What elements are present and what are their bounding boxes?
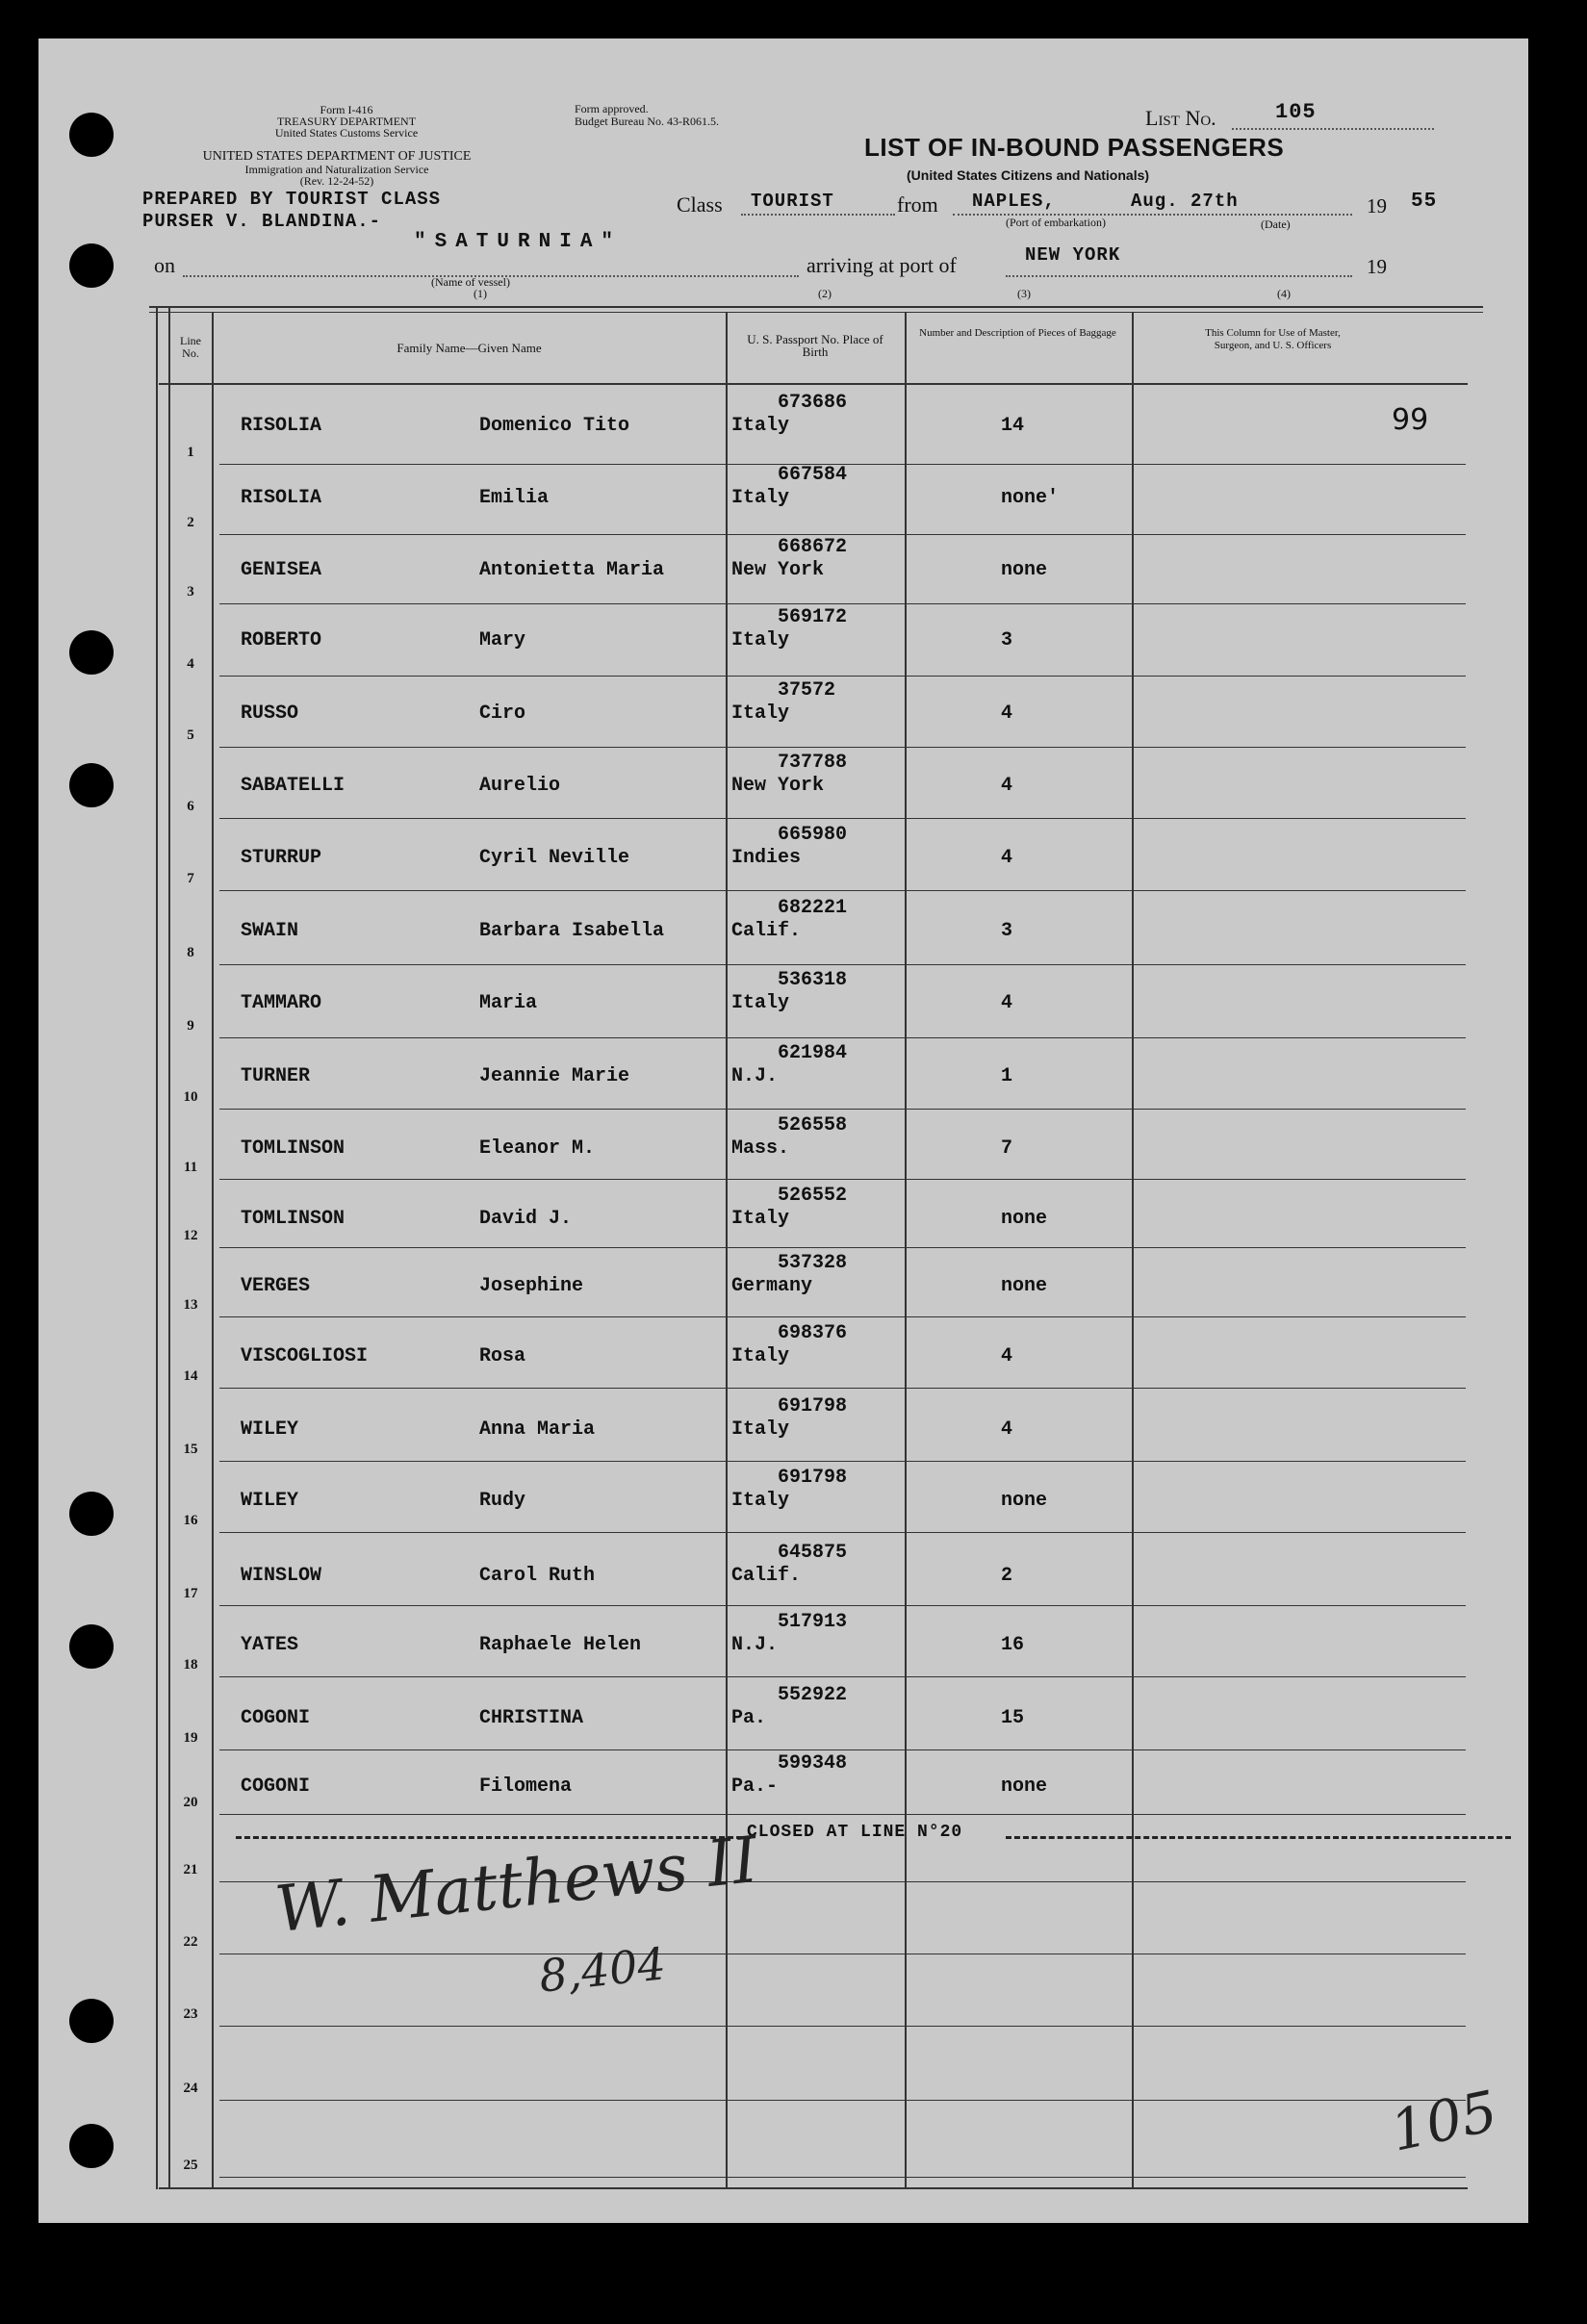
col-num-1: (1) (474, 287, 487, 300)
passport-number: 737788 (778, 752, 848, 774)
baggage-count: 4 (1001, 1418, 1013, 1441)
punch-hole (69, 1624, 114, 1669)
given-name: Josephine (479, 1275, 584, 1297)
list-no-line (1232, 128, 1434, 130)
list-number: 105 (1275, 100, 1317, 124)
handwritten-page-mark: 105 (1385, 2078, 1503, 2164)
passport-number: 569172 (778, 606, 848, 628)
header-baggage: Number and Description of Pieces of Baggage (919, 327, 1116, 339)
class-line (741, 214, 895, 216)
line-col-divider (212, 312, 214, 2188)
dept-immigration: Immigration and Naturalization Service (244, 163, 429, 176)
passport-number: 668672 (778, 536, 848, 558)
punch-hole (69, 630, 114, 675)
table-top-border (149, 306, 1483, 308)
handwritten-number: 8,404 (536, 1937, 669, 2003)
line-number: 8 (187, 945, 194, 960)
family-name: ROBERTO (241, 629, 322, 651)
given-name: Raphaele Helen (479, 1634, 642, 1656)
punch-hole (69, 1999, 114, 2043)
place-of-birth: N.J. (731, 1065, 779, 1087)
passport-number: 682221 (778, 897, 848, 919)
port-of-embarkation: NAPLES, (972, 191, 1056, 212)
given-name: Carol Ruth (479, 1565, 596, 1587)
line-number: 7 (187, 871, 194, 886)
vessel-caption: (Name of vessel) (431, 275, 510, 289)
arrival-port: NEW YORK (1025, 244, 1121, 266)
place-of-birth: Pa. (731, 1707, 767, 1729)
row-separator (219, 1247, 1466, 1248)
baggage-count: 3 (1001, 920, 1013, 942)
given-name: Emilia (479, 487, 550, 509)
row-separator (219, 1749, 1466, 1750)
line-number: 5 (187, 728, 194, 743)
row-separator (219, 1605, 1466, 1606)
place-of-birth: Calif. (731, 920, 802, 942)
place-of-birth: Italy (731, 487, 790, 509)
given-name: Eleanor M. (479, 1137, 596, 1160)
page-title: LIST OF IN-BOUND PASSENGERS (864, 133, 1285, 162)
given-name: Domenico Tito (479, 415, 630, 437)
passport-number: 552922 (778, 1684, 848, 1706)
place-of-birth: Italy (731, 629, 790, 651)
family-name: COGONI (241, 1707, 311, 1729)
list-no-label: List No. (1145, 106, 1216, 130)
year-value: 55 (1411, 191, 1438, 213)
given-name: Antonietta Maria (479, 559, 665, 581)
family-name: YATES (241, 1634, 299, 1656)
dept-treasury: TREASURY DEPARTMENT (276, 115, 417, 128)
row-separator (219, 2177, 1466, 2178)
header-bottom-border (159, 383, 1468, 385)
line-number: 21 (183, 1862, 198, 1877)
row-separator (219, 818, 1466, 819)
baggage-col-divider (1132, 312, 1134, 2188)
given-name: Anna Maria (479, 1418, 596, 1441)
passport-number: 645875 (778, 1542, 848, 1564)
given-name: Rosa (479, 1345, 526, 1367)
passport-col-divider (905, 312, 907, 2188)
header-officers: This Column for Use of Master, Surgeon, and U. S. Officers (1205, 327, 1341, 351)
form-approved: Form approved. (575, 102, 649, 115)
vessel-name: "SATURNIA" (414, 231, 623, 253)
baggage-count: none (1001, 559, 1048, 581)
baggage-count: 4 (1001, 847, 1013, 869)
header-line-no: Line No. (180, 334, 201, 360)
row-separator (219, 1814, 1466, 1815)
place-of-birth: Italy (731, 1490, 790, 1512)
line-number: 4 (187, 656, 194, 672)
baggage-count: none (1001, 1775, 1048, 1798)
row-separator (219, 890, 1466, 891)
arrival-line (1006, 275, 1352, 277)
line-number: 25 (183, 2158, 198, 2173)
baggage-count: 4 (1001, 775, 1013, 797)
passport-number: 673686 (778, 392, 848, 414)
row-separator (219, 1532, 1466, 1533)
line-number: 24 (183, 2081, 198, 2096)
passport-number: 526552 (778, 1185, 848, 1207)
family-name: TOMLINSON (241, 1208, 346, 1230)
place-of-birth: Calif. (731, 1565, 802, 1587)
family-name: WINSLOW (241, 1565, 322, 1587)
given-name: Ciro (479, 702, 526, 725)
baggage-count: none' (1001, 487, 1060, 509)
row-separator (219, 2026, 1466, 2027)
baggage-count: 7 (1001, 1137, 1013, 1160)
line-number: 10 (183, 1089, 198, 1105)
baggage-count: 4 (1001, 702, 1013, 725)
row-separator (219, 964, 1466, 965)
class-value: TOURIST (751, 191, 834, 212)
line-number: 11 (183, 1160, 198, 1175)
baggage-count: 4 (1001, 1345, 1013, 1367)
given-name: Rudy (479, 1490, 526, 1512)
family-name: VISCOGLIOSI (241, 1345, 369, 1367)
passport-number: 621984 (778, 1042, 848, 1064)
place-of-birth: Germany (731, 1275, 813, 1297)
baggage-count: 4 (1001, 992, 1013, 1014)
row-separator (219, 747, 1466, 748)
baggage-count: none (1001, 1275, 1048, 1297)
family-name: SWAIN (241, 920, 299, 942)
passport-number: 691798 (778, 1467, 848, 1489)
header-name: Family Name—Given Name (397, 341, 542, 355)
table-bottom-border (159, 2187, 1468, 2189)
row-separator (219, 1388, 1466, 1389)
line-number: 6 (187, 799, 194, 814)
baggage-count: 14 (1001, 415, 1025, 437)
given-name: Barbara Isabella (479, 920, 665, 942)
passport-number: 526558 (778, 1114, 848, 1136)
passport-number: 698376 (778, 1322, 848, 1344)
family-name: TURNER (241, 1065, 311, 1087)
baggage-count: 16 (1001, 1634, 1025, 1656)
place-of-birth: New York (731, 559, 825, 581)
baggage-count: 3 (1001, 629, 1013, 651)
port-embark-caption: (Port of embarkation) (1006, 216, 1106, 229)
place-of-birth: Pa.- (731, 1775, 779, 1798)
dept-justice: UNITED STATES DEPARTMENT OF JUSTICE (202, 149, 472, 164)
page-subtitle: (United States Citizens and Nationals) (907, 167, 1150, 183)
dept-customs: United States Customs Service (274, 126, 419, 140)
given-name: CHRISTINA (479, 1707, 584, 1729)
passport-number: 517913 (778, 1611, 848, 1633)
line-number: 12 (183, 1228, 198, 1243)
arriving-label: arriving at port of (806, 253, 957, 277)
family-name: RISOLIA (241, 487, 322, 509)
line-number: 1 (187, 445, 194, 460)
punch-hole (69, 243, 114, 288)
form-revision: (Rev. 12-24-52) (299, 174, 374, 188)
passport-number: 667584 (778, 464, 848, 486)
table-left-border-2 (168, 308, 170, 2189)
line-number: 15 (183, 1442, 198, 1457)
line-number: 13 (183, 1297, 198, 1313)
place-of-birth: Italy (731, 1418, 790, 1441)
prepared-by-line2: PURSER V. BLANDINA.- (142, 211, 382, 232)
row-separator (219, 2100, 1466, 2101)
baggage-count: none (1001, 1490, 1048, 1512)
row-separator (219, 1109, 1466, 1110)
passport-number: 665980 (778, 824, 848, 846)
family-name: VERGES (241, 1275, 311, 1297)
given-name: Maria (479, 992, 538, 1014)
name-col-divider (726, 312, 728, 2188)
passport-number: 599348 (778, 1752, 848, 1775)
closed-dash-right (1006, 1836, 1511, 1839)
row-separator (219, 1037, 1466, 1038)
baggage-count: none (1001, 1208, 1048, 1230)
family-name: TOMLINSON (241, 1137, 346, 1160)
handwritten-signature: W. Matthews II (271, 1822, 761, 1948)
family-name: STURRUP (241, 847, 322, 869)
line-number: 2 (187, 515, 194, 530)
family-name: WILEY (241, 1418, 299, 1441)
punch-hole (69, 1492, 114, 1536)
class-label: Class (677, 192, 723, 217)
line-number: 14 (183, 1368, 198, 1384)
place-of-birth: Italy (731, 702, 790, 725)
place-of-birth: Indies (731, 847, 802, 869)
row-separator (219, 1316, 1466, 1317)
row-separator (219, 1676, 1466, 1677)
row-separator (219, 1461, 1466, 1462)
header-passport: U. S. Passport No. Place of Birth (747, 332, 883, 359)
row-separator (219, 534, 1466, 535)
year-prefix-2: 19 (1367, 255, 1387, 278)
place-of-birth: Italy (731, 992, 790, 1014)
passport-number: 537328 (778, 1252, 848, 1274)
place-of-birth: Italy (731, 1345, 790, 1367)
passport-number: 37572 (778, 679, 836, 702)
closed-at-line-note: CLOSED AT LINE N°20 (747, 1823, 963, 1842)
on-label: on (154, 253, 175, 277)
place-of-birth: N.J. (731, 1634, 779, 1656)
given-name: Jeannie Marie (479, 1065, 630, 1087)
line-number: 18 (183, 1657, 198, 1673)
place-of-birth: Italy (731, 1208, 790, 1230)
punch-hole (69, 763, 114, 807)
place-of-birth: Mass. (731, 1137, 790, 1160)
line-number: 23 (183, 2006, 198, 2022)
row-separator (219, 676, 1466, 677)
line-number: 19 (183, 1730, 198, 1746)
col-num-4: (4) (1277, 287, 1291, 300)
line-number: 20 (183, 1795, 198, 1810)
baggage-count: 2 (1001, 1565, 1013, 1587)
line-number: 16 (183, 1513, 198, 1528)
line-number: 9 (187, 1018, 194, 1034)
table-left-border (156, 308, 158, 2189)
line-number: 3 (187, 584, 194, 600)
family-name: GENISEA (241, 559, 322, 581)
prepared-by-line1: PREPARED BY TOURIST CLASS (142, 189, 442, 210)
given-name: Aurelio (479, 775, 561, 797)
table-top-border-2 (149, 312, 1483, 313)
family-name: TAMMARO (241, 992, 322, 1014)
place-of-birth: Italy (731, 415, 790, 437)
date-caption: (Date) (1261, 217, 1291, 231)
family-name: WILEY (241, 1490, 299, 1512)
baggage-count: 15 (1001, 1707, 1025, 1729)
given-name: Cyril Neville (479, 847, 630, 869)
line-number: 17 (183, 1586, 198, 1601)
family-name: SABATELLI (241, 775, 346, 797)
given-name: David J. (479, 1208, 573, 1230)
place-of-birth: New York (731, 775, 825, 797)
form-number: Form I-416 (320, 103, 373, 116)
family-name: RISOLIA (241, 415, 322, 437)
row-separator (219, 1179, 1466, 1180)
family-name: COGONI (241, 1775, 311, 1798)
year-prefix: 19 (1367, 194, 1387, 217)
embark-date: Aug. 27th (1131, 191, 1239, 212)
line-number: 22 (183, 1934, 198, 1950)
punch-hole (69, 113, 114, 157)
col-num-2: (2) (818, 287, 832, 300)
passport-number: 691798 (778, 1395, 848, 1417)
col-num-3: (3) (1017, 287, 1031, 300)
punch-hole (69, 2124, 114, 2168)
officer-mark: 99 (1392, 403, 1429, 437)
baggage-count: 1 (1001, 1065, 1013, 1087)
row-separator (219, 603, 1466, 604)
passport-number: 536318 (778, 969, 848, 991)
given-name: Filomena (479, 1775, 573, 1798)
family-name: RUSSO (241, 702, 299, 725)
budget-bureau: Budget Bureau No. 43-R061.5. (575, 115, 719, 128)
given-name: Mary (479, 629, 526, 651)
from-label: from (897, 192, 938, 217)
